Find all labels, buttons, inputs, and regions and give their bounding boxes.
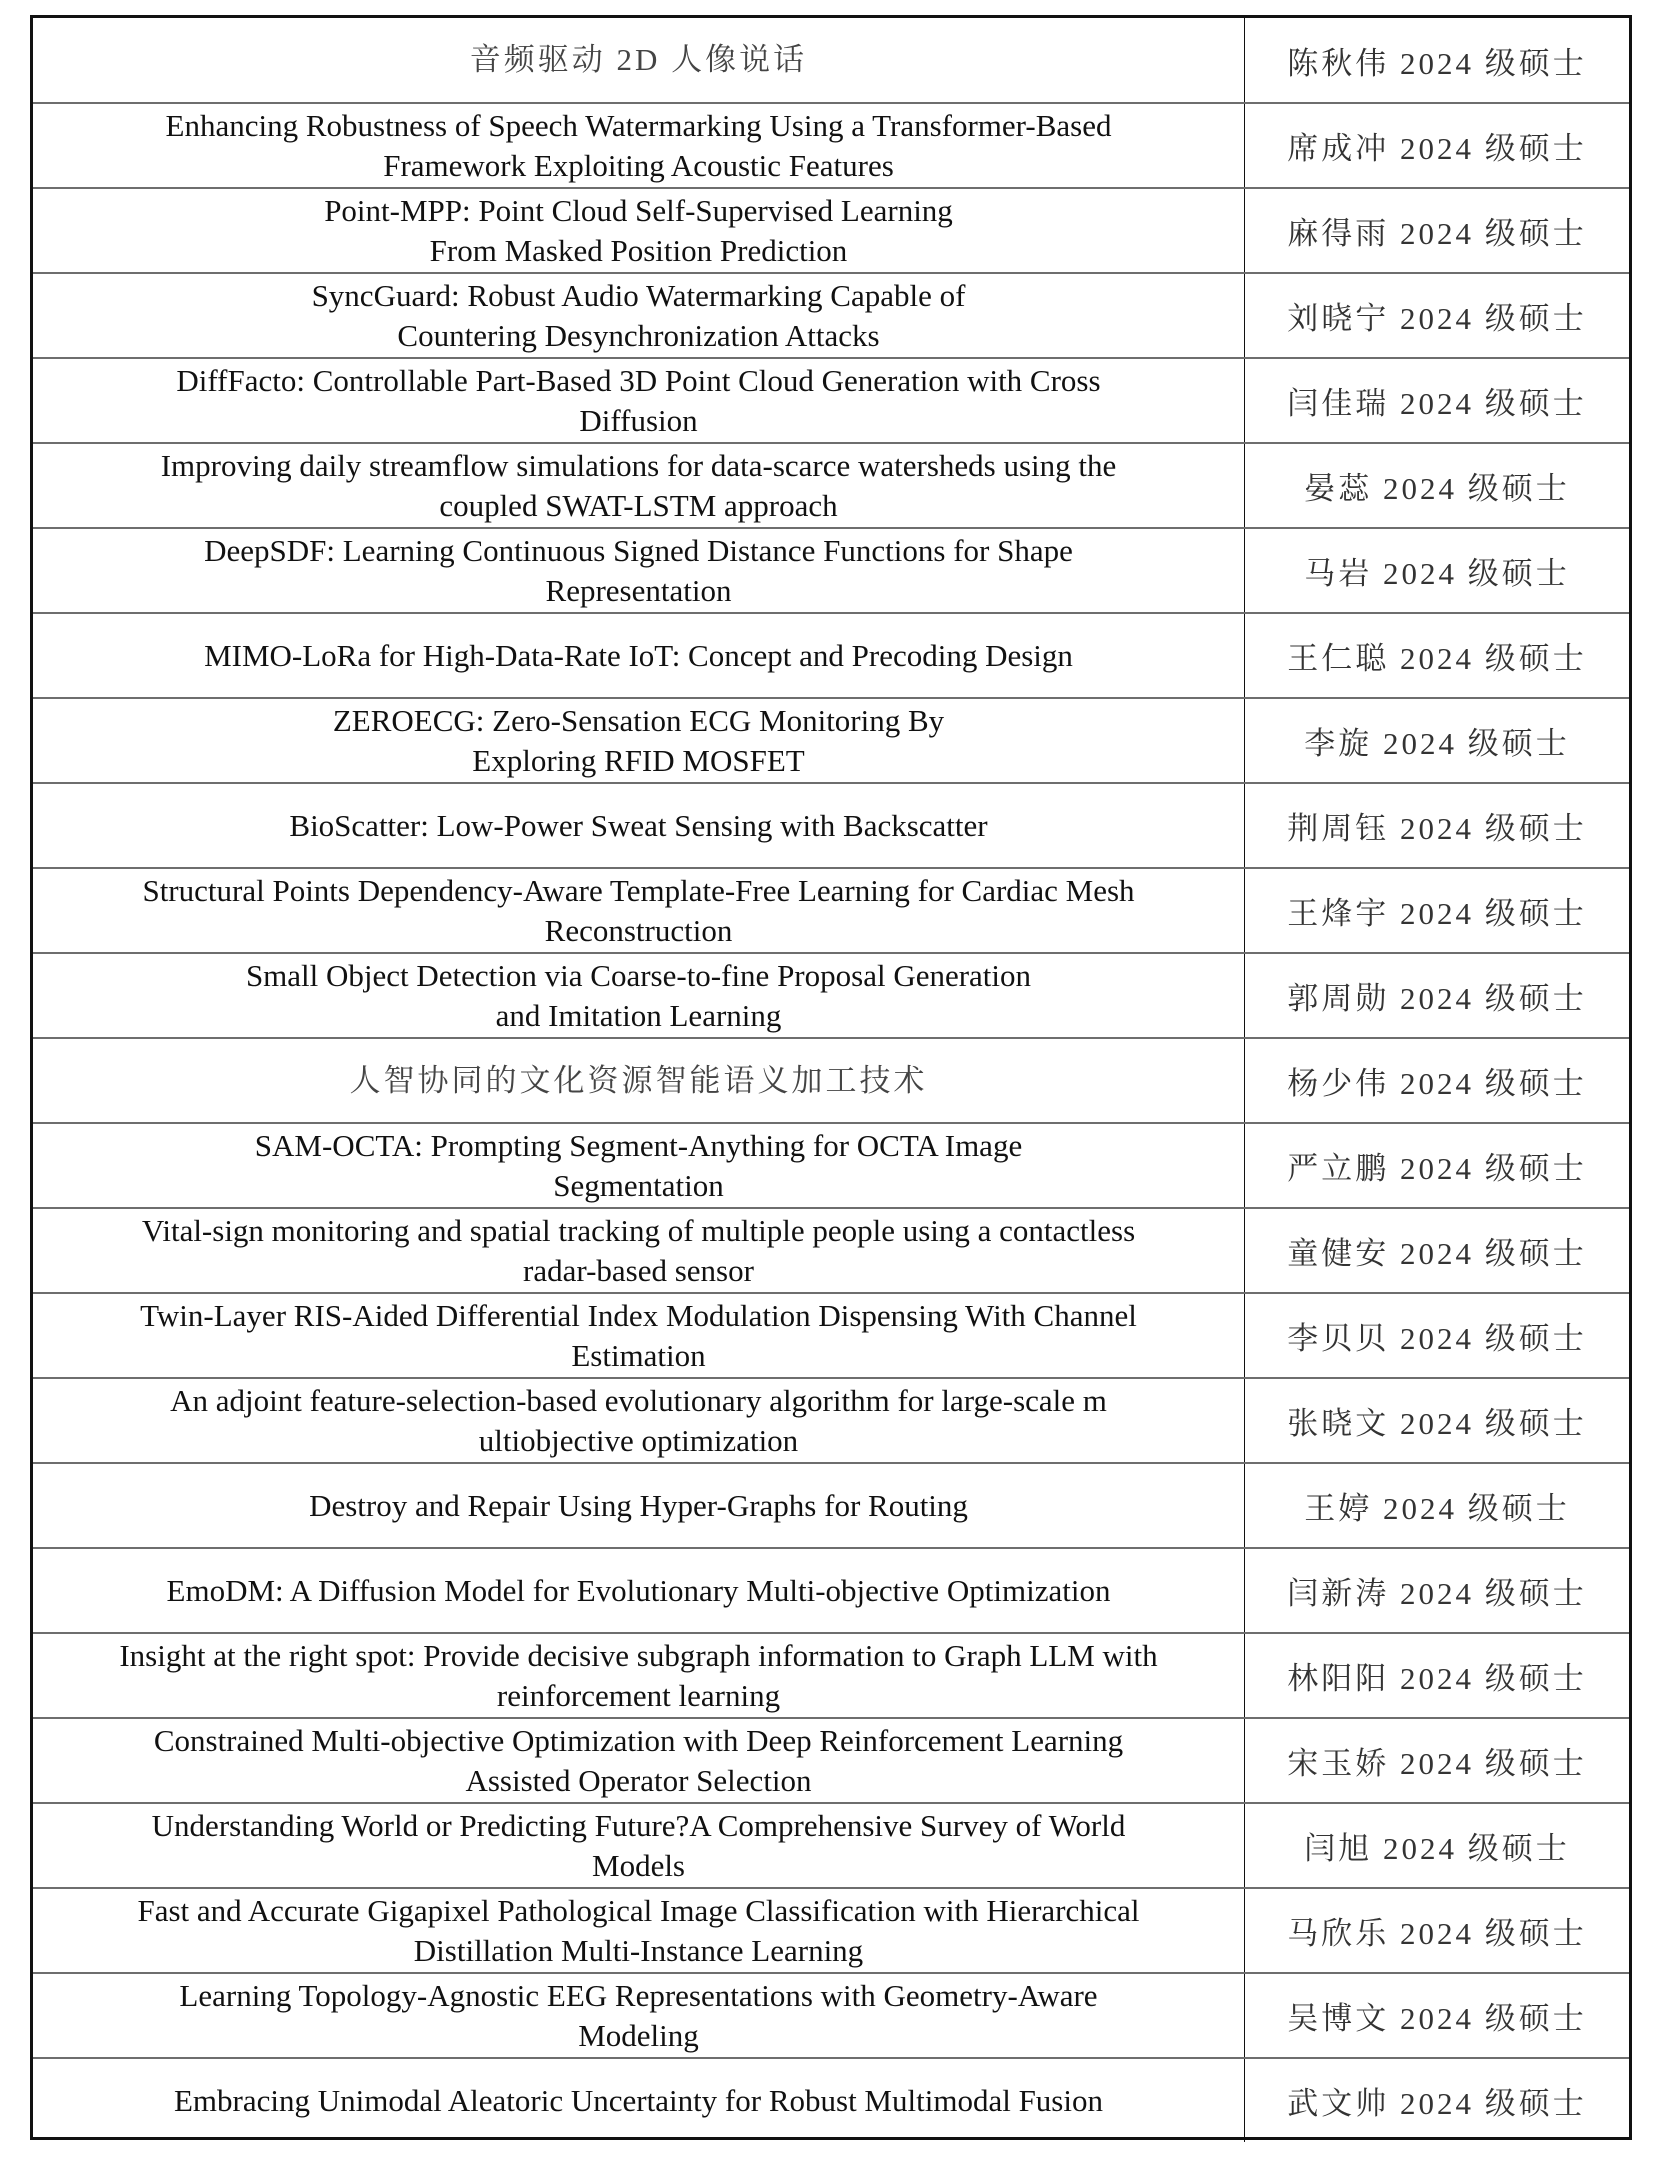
paper-title-cell: Constrained Multi-objective Optimization with Deep Reinforcement Learning Assisted Operator Selection bbox=[33, 1719, 1245, 1802]
paper-title-cell: Vital-sign monitoring and spatial tracking of multiple people using a contactless radar-based sensor bbox=[33, 1209, 1245, 1292]
table-row bbox=[33, 1462, 1629, 1547]
paper-title-cell: 音频驱动 2D 人像说话 bbox=[33, 18, 1245, 102]
paper-title-cell: Embracing Unimodal Aleatoric Uncertainty for Robust Multimodal Fusion bbox=[33, 2059, 1245, 2142]
student-name-cell: 闫新涛 2024 级硕士 bbox=[1287, 1576, 1587, 1611]
table-row bbox=[33, 1887, 1629, 1972]
student-name-cell: 马欣乐 2024 级硕士 bbox=[1287, 1916, 1587, 1951]
table-row bbox=[33, 2057, 1629, 2142]
paper-title-cell: Enhancing Robustness of Speech Watermarking Using a Transformer-Based Framework Exploiting Acoustic Features bbox=[33, 104, 1245, 187]
student-name-cell: 宋玉娇 2024 级硕士 bbox=[1287, 1746, 1587, 1781]
student-name-cell: 张晓文 2024 级硕士 bbox=[1287, 1406, 1587, 1441]
student-name-cell: 荆周钰 2024 级硕士 bbox=[1287, 811, 1587, 846]
table-row bbox=[33, 1207, 1629, 1292]
paper-title-cell: MIMO-LoRa for High-Data-Rate IoT: Concept and Precoding Design bbox=[33, 614, 1245, 697]
student-name-cell: 麻得雨 2024 级硕士 bbox=[1287, 216, 1587, 251]
table-row bbox=[33, 612, 1629, 697]
paper-title-cell: Insight at the right spot: Provide decisive subgraph information to Graph LLM with reinforcement learning bbox=[33, 1634, 1245, 1717]
paper-title-cell: Learning Topology-Agnostic EEG Representations with Geometry-Aware Modeling bbox=[33, 1974, 1245, 2057]
paper-title-cell: Fast and Accurate Gigapixel Pathological Image Classification with Hierarchical Distillation Multi-Instance Learning bbox=[33, 1889, 1245, 1972]
table-row bbox=[33, 442, 1629, 527]
student-name-cell: 李旋 2024 级硕士 bbox=[1304, 726, 1570, 761]
table-row bbox=[33, 1972, 1629, 2057]
paper-title-cell: Improving daily streamflow simulations for data-scarce watersheds using the coupled SWAT-LSTM approach bbox=[33, 444, 1245, 527]
paper-title-cell: EmoDM: A Diffusion Model for Evolutionary Multi-objective Optimization bbox=[33, 1549, 1245, 1632]
table-row bbox=[33, 357, 1629, 442]
paper-title-cell: Structural Points Dependency-Aware Template-Free Learning for Cardiac Mesh Reconstruction bbox=[33, 869, 1245, 952]
student-name-cell: 严立鹏 2024 级硕士 bbox=[1287, 1151, 1587, 1186]
table-row bbox=[33, 272, 1629, 357]
student-name-cell: 吴博文 2024 级硕士 bbox=[1287, 2001, 1587, 2036]
table-row bbox=[33, 952, 1629, 1037]
table-row bbox=[33, 1122, 1629, 1207]
student-name-cell: 闫旭 2024 级硕士 bbox=[1304, 1831, 1570, 1866]
paper-title-cell: Twin-Layer RIS-Aided Differential Index Modulation Dispensing With Channel Estimation bbox=[33, 1294, 1245, 1377]
table-row bbox=[33, 1037, 1629, 1122]
paper-title-cell: BioScatter: Low-Power Sweat Sensing with Backscatter bbox=[33, 784, 1245, 867]
paper-title-cell: 人智协同的文化资源智能语义加工技术 bbox=[33, 1039, 1245, 1122]
student-name-cell: 李贝贝 2024 级硕士 bbox=[1287, 1321, 1587, 1356]
table-row bbox=[33, 18, 1629, 102]
table-row bbox=[33, 1292, 1629, 1377]
student-name-cell: 陈秋伟 2024 级硕士 bbox=[1287, 45, 1587, 81]
paper-title-cell: ZEROECG: Zero-Sensation ECG Monitoring By Exploring RFID MOSFET bbox=[33, 699, 1245, 782]
table-row bbox=[33, 1802, 1629, 1887]
paper-title-cell: SyncGuard: Robust Audio Watermarking Capable of Countering Desynchronization Attacks bbox=[33, 274, 1245, 357]
table-row bbox=[33, 1377, 1629, 1462]
table-row bbox=[33, 187, 1629, 272]
student-name-cell: 马岩 2024 级硕士 bbox=[1304, 556, 1570, 591]
student-name-cell: 席成冲 2024 级硕士 bbox=[1287, 131, 1587, 166]
student-name-cell: 童健安 2024 级硕士 bbox=[1287, 1236, 1587, 1271]
paper-title-cell: Small Object Detection via Coarse-to-fine Proposal Generation and Imitation Learning bbox=[33, 954, 1245, 1037]
student-name-cell: 武文帅 2024 级硕士 bbox=[1287, 2086, 1587, 2121]
student-name-cell: 王仁聪 2024 级硕士 bbox=[1287, 641, 1587, 676]
student-name-cell: 王烽宇 2024 级硕士 bbox=[1287, 896, 1587, 931]
student-name-cell: 闫佳瑞 2024 级硕士 bbox=[1287, 386, 1587, 421]
table-row bbox=[33, 1717, 1629, 1802]
table-row bbox=[33, 697, 1629, 782]
student-name-cell: 刘晓宁 2024 级硕士 bbox=[1287, 301, 1587, 336]
paper-title-cell: Understanding World or Predicting Future?A Comprehensive Survey of World Models bbox=[33, 1804, 1245, 1887]
table-row bbox=[33, 782, 1629, 867]
table-row bbox=[33, 527, 1629, 612]
paper-title-cell: Destroy and Repair Using Hyper-Graphs for Routing bbox=[33, 1464, 1245, 1547]
student-name-cell: 郭周勋 2024 级硕士 bbox=[1287, 981, 1587, 1016]
paper-title-cell: DiffFacto: Controllable Part-Based 3D Point Cloud Generation with Cross Diffusion bbox=[33, 359, 1245, 442]
student-name-cell: 林阳阳 2024 级硕士 bbox=[1287, 1661, 1587, 1696]
paper-assignment-table bbox=[30, 15, 1632, 2140]
table-row bbox=[33, 102, 1629, 187]
student-name-cell: 杨少伟 2024 级硕士 bbox=[1287, 1066, 1587, 1101]
paper-title-cell: DeepSDF: Learning Continuous Signed Distance Functions for Shape Representation bbox=[33, 529, 1245, 612]
paper-title-cell: An adjoint feature-selection-based evolutionary algorithm for large-scale m ultiobjective optimization bbox=[33, 1379, 1245, 1462]
table-row bbox=[33, 1632, 1629, 1717]
table-row bbox=[33, 1547, 1629, 1632]
paper-title-cell: Point-MPP: Point Cloud Self-Supervised Learning From Masked Position Prediction bbox=[33, 189, 1245, 272]
student-name-cell: 晏蕊 2024 级硕士 bbox=[1304, 471, 1570, 506]
paper-title-cell: SAM-OCTA: Prompting Segment-Anything for OCTA Image Segmentation bbox=[33, 1124, 1245, 1207]
student-name-cell: 王婷 2024 级硕士 bbox=[1304, 1491, 1570, 1526]
table-row bbox=[33, 867, 1629, 952]
